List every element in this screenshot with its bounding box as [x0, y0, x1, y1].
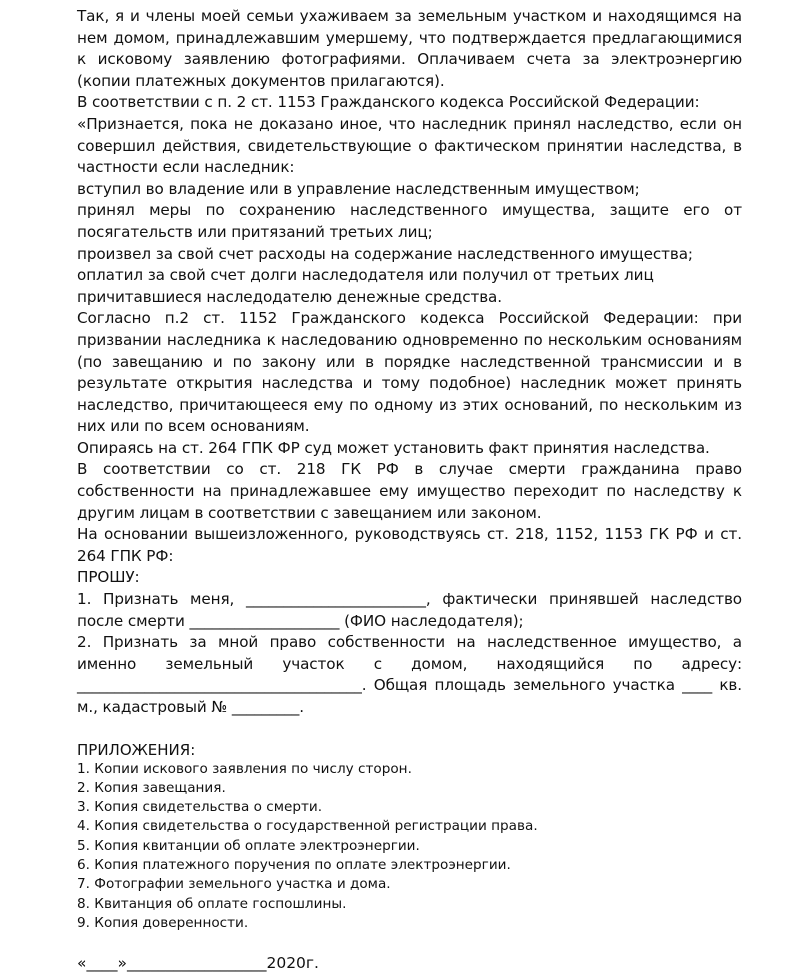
paragraph-care-of-property: Так, я и члены моей семьи ухаживаем за земельным участком и находящимся на нем домом, принадлежавшим умершему, что подтверждается предлагающимися к исковому заявлению фотографиями. Оплачиваем счета за электроэнергию (копии платежных документов прилагаются).	[77, 7, 742, 90]
paragraph-based-on: На основании вышеизложенного, руководствуясь ст. 218, 1152, 1153 ГК РФ и ст. 264 ГПК РФ:	[77, 525, 742, 565]
attachment-item: 5. Копия квитанции об оплате электроэнергии.	[77, 837, 420, 854]
document-page	[77, 6, 742, 974]
attachment-item: 4. Копия свидетельства о государственной регистрации права.	[77, 818, 538, 835]
attachment-item: 7. Фотографии земельного участка и дома.	[77, 876, 391, 893]
request-heading: ПРОШУ:	[77, 568, 140, 587]
attachment-item: 1. Копии искового заявления по числу сторон.	[77, 760, 412, 777]
attachment-item: 3. Копия свидетельства о смерти.	[77, 799, 323, 816]
paragraph-article-1153-intro: В соответствии с п. 2 ст. 1153 Гражданского кодекса Российской Федерации:	[77, 93, 700, 112]
paragraph-condition-expenses: произвел за свой счет расходы на содержание наследственного имущества;	[77, 244, 693, 263]
paragraph-condition-debts: оплатил за свой счет долги наследодателя или получил от третьих лиц причитавшиеся наследодателю денежные средства.	[77, 266, 654, 306]
request-item-2: 2. Признать за мной право собственности на наследственное имущество, а именно земельный участок с домом, находящийся по адресу: ______________________________________. Общая площадь земельного участка ____ кв. м., кадастровый № _________.	[77, 633, 742, 716]
attachment-item: 8. Квитанция об оплате госпошлины.	[77, 895, 347, 912]
attachments-list	[77, 760, 742, 934]
paragraph-article-218: В соответствии со ст. 218 ГК РФ в случае смерти гражданина право собственности на принадлежавшее ему имущество переходит по наследству к другим лицам в соответствии с завещанием или законом.	[77, 460, 742, 522]
attachment-item: 6. Копия платежного поручения по оплате электроэнергии.	[77, 857, 511, 874]
paragraph-condition-possession: вступил во владение или в управление наследственным имуществом;	[77, 179, 640, 198]
paragraph-article-264: Опираясь на ст. 264 ГПК ФР суд может установить факт принятия наследства.	[77, 438, 710, 457]
paragraph-article-1152: Согласно п.2 ст. 1152 Гражданского кодекса Российской Федерации: при призвании наследника к наследованию одновременно по нескольким основаниям (по завещанию и по закону или в порядке наследственной трансмиссии и в результате открытия наследства и тому подобное) наследник может принять наследство, причитающееся ему по одному из этих оснований, по нескольким из них или по всем основаниям.	[77, 309, 742, 436]
attachments-section	[77, 740, 742, 934]
paragraph-condition-protection: принял меры по сохранению наследственного имущества, защите его от посягательств или притязаний третьих лиц;	[77, 201, 742, 241]
document-body	[77, 6, 742, 719]
paragraph-quote-start: «Признается, пока не доказано иное, что наследник принял наследство, если он совершил действия, свидетельствующие о фактическом принятии наследства, в частности если наследник:	[77, 114, 742, 177]
attachments-title: ПРИЛОЖЕНИЯ:	[77, 740, 196, 759]
request-item-1: 1. Признать меня, ________________________, фактически принявшей наследство после смерти ____________________ (ФИО наследодателя);	[77, 590, 742, 630]
signature-date-line: «____»__________________2020г.	[77, 954, 319, 973]
attachment-item: 2. Копия завещания.	[77, 779, 226, 796]
spacer	[77, 719, 742, 740]
attachment-item: 9. Копия доверенности.	[77, 914, 249, 931]
